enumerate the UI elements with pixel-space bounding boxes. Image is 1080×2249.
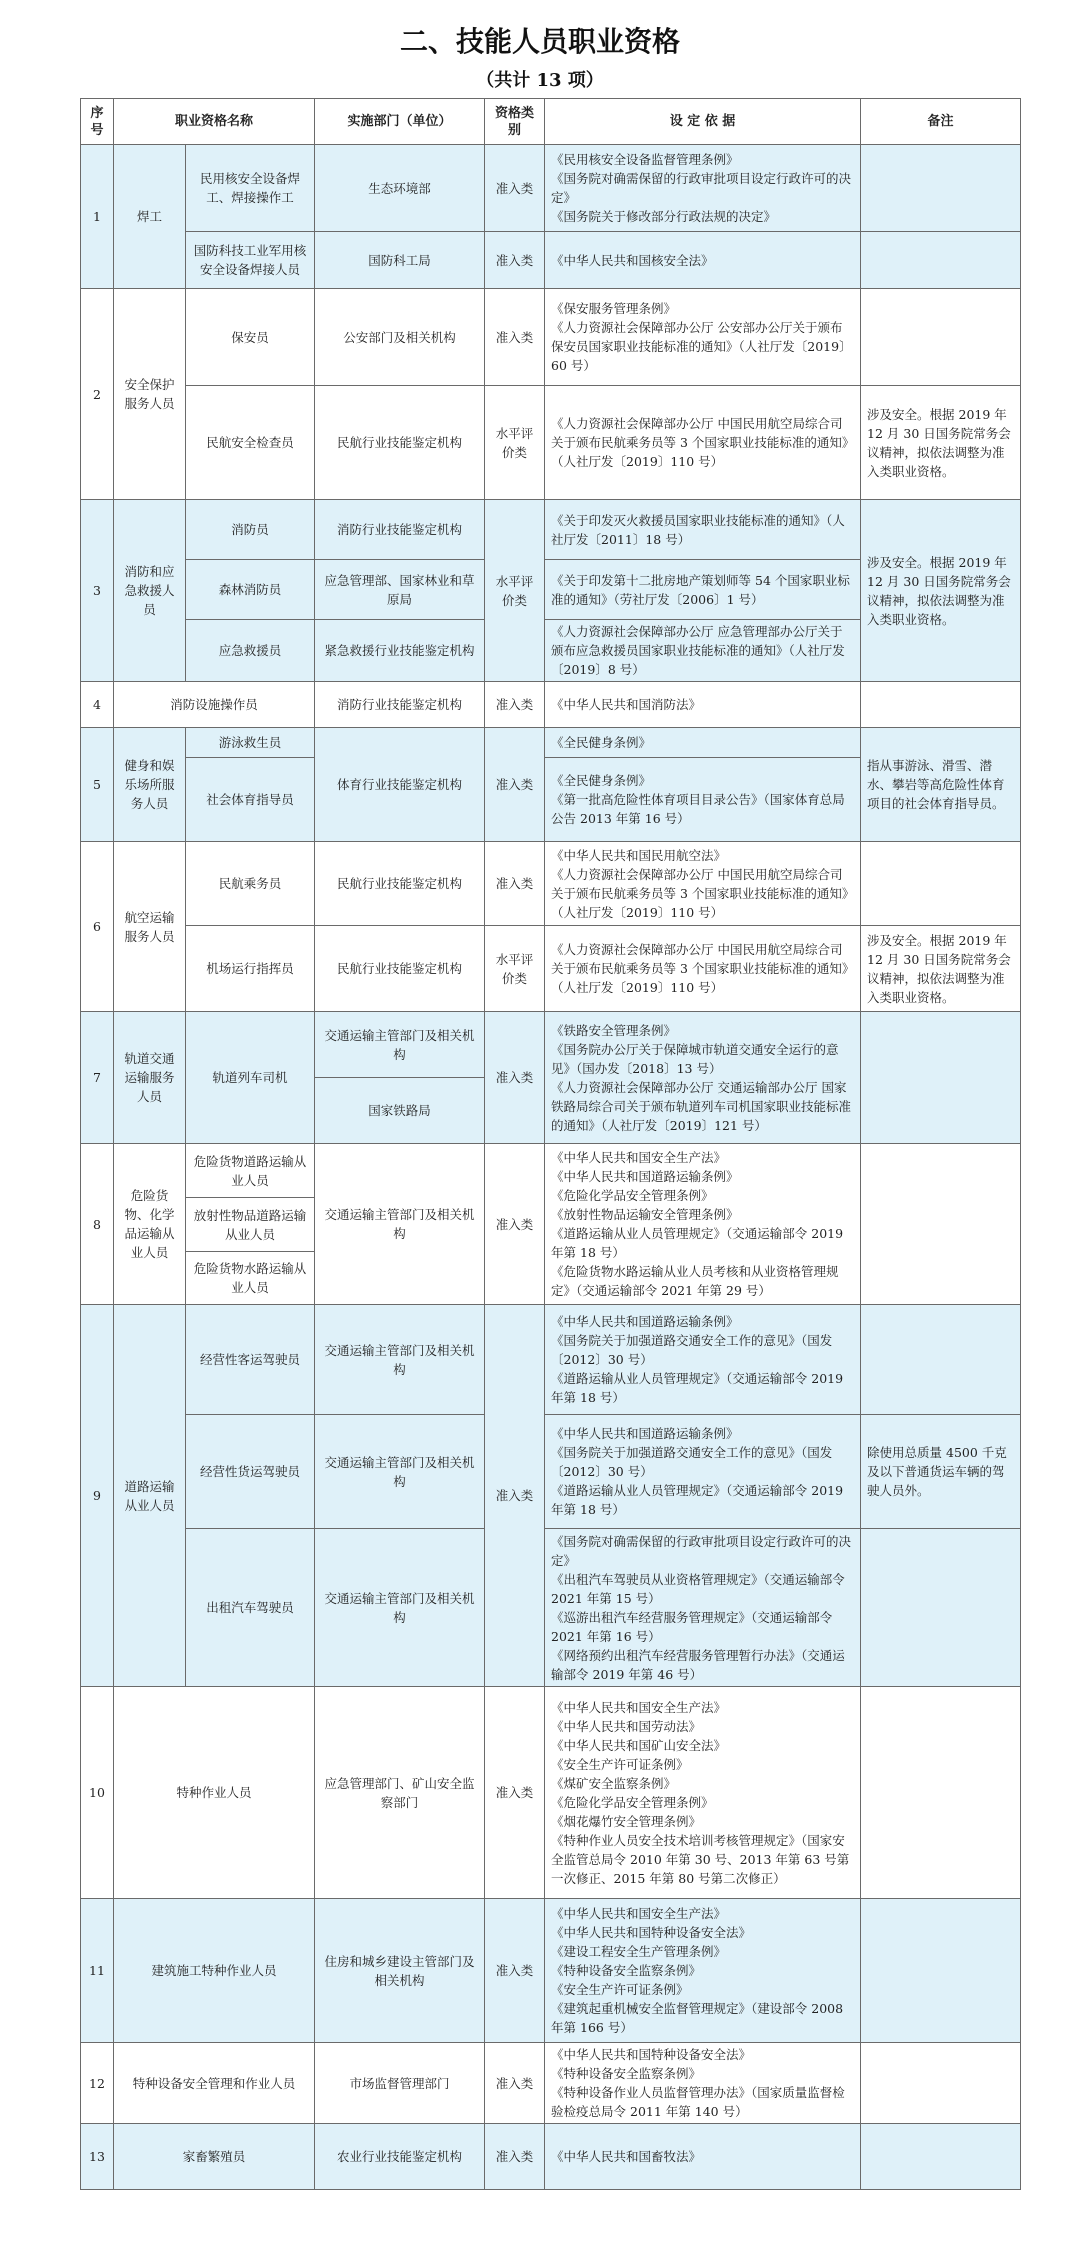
basis-item: 《国务院关于加强道路交通安全工作的意见》（国发〔2012〕30 号）: [551, 1333, 833, 1367]
row-dept: 消防行业技能鉴定机构: [315, 500, 485, 560]
row-sub-name: 国防科技工业军用核安全设备焊接人员: [186, 232, 315, 289]
row-basis: [545, 620, 861, 682]
row-group-name: 健身和娱乐场所服务人员: [114, 728, 186, 842]
row-seq: 4: [81, 682, 114, 728]
basis-item: 《国务院对确需保留的行政审批项目设定行政许可的决定》: [551, 171, 852, 205]
row-type: 准入类: [485, 728, 545, 842]
qualification-table: [80, 98, 1021, 2190]
row-note: [861, 1305, 1021, 1415]
row-note: [861, 682, 1021, 728]
basis-item: 《出租汽车驾驶员从业资格管理规定》（交通运输部令 2021 年第 15 号）: [551, 1571, 845, 1606]
basis-item: 《全民健身条例》: [551, 735, 652, 750]
row-note: [861, 1529, 1021, 1687]
row-seq: 3: [81, 500, 114, 682]
basis-item: 《关于印发灭火救援员国家职业技能标准的通知》（人社厅发〔2011〕18 号）: [551, 512, 845, 547]
row-type: 准入类: [485, 289, 545, 386]
basis-item: 《特种设备安全监察条例》: [551, 1963, 702, 1978]
row-sub-name: 保安员: [186, 289, 315, 386]
row-dept: 民航行业技能鉴定机构: [315, 842, 485, 926]
basis-item: 《中华人民共和国安全生产法》: [551, 1150, 727, 1165]
row-basis: [545, 500, 861, 560]
basis-item: 《烟花爆竹安全管理条例》: [551, 1813, 702, 1829]
row-basis: [545, 758, 861, 842]
row-group-name: 安全保护服务人员: [114, 289, 186, 500]
row-seq: 2: [81, 289, 114, 500]
table-row: [81, 1415, 1021, 1529]
basis-item: 《人力资源社会保障部办公厅 公安部办公厅关于颁布保安员国家职业技能标准的通知》（人社厅发〔2019〕60 号）: [551, 320, 852, 373]
row-sub-name: 应急救援员: [186, 620, 315, 682]
row-seq: 7: [81, 1012, 114, 1144]
row-type: 水平评价类: [485, 926, 545, 1012]
row-sub-name: 民航乘务员: [186, 842, 315, 926]
basis-item: 《人力资源社会保障部办公厅 中国民用航空局综合司关于颁布民航乘务员等 3 个国家职业技能标准的通知》（人社厅发〔2019〕110 号）: [551, 866, 849, 920]
row-dept: 交通运输主管部门及相关机构: [315, 1529, 485, 1687]
row-note: [861, 1144, 1021, 1305]
row-type: 准入类: [485, 682, 545, 728]
basis-item: 《网络预约出租汽车经营服务管理暂行办法》（交通运输部令 2019 年第 46 号）: [551, 1647, 845, 1682]
basis-item: 《危险化学品安全管理条例》: [551, 1188, 714, 1203]
basis-item: 《中华人民共和国民用航空法》: [551, 847, 727, 863]
row-seq: 8: [81, 1144, 114, 1305]
row-name: 建筑施工特种作业人员: [114, 1899, 315, 2043]
row-name: 特种作业人员: [114, 1687, 315, 1899]
basis-item: 《危险化学品安全管理条例》: [551, 1794, 714, 1810]
row-dept: 交通运输主管部门及相关机构: [315, 1415, 485, 1529]
row-sub-name: 森林消防员: [186, 560, 315, 620]
document-subtitle: （共计 13 项）: [476, 70, 604, 91]
row-note: [861, 2043, 1021, 2124]
row-seq: 6: [81, 842, 114, 1012]
row-dept: 国防科工局: [315, 232, 485, 289]
basis-item: 《国务院关于修改部分行政法规的决定》: [551, 209, 777, 224]
row-group-name: 航空运输服务人员: [114, 842, 186, 1012]
row-basis: [545, 1529, 861, 1687]
basis-item: 《中华人民共和国畜牧法》: [551, 2149, 702, 2164]
row-type: 准入类: [485, 1899, 545, 2043]
basis-item: 《建筑起重机械安全监督管理规定》（建设部令 2008 年第 166 号）: [551, 2001, 844, 2035]
basis-item: 《中华人民共和国道路运输条例》: [551, 1169, 739, 1184]
row-dept: 消防行业技能鉴定机构: [315, 682, 485, 728]
row-type: 准入类: [485, 1305, 545, 1687]
table-row: [81, 728, 1021, 758]
row-name: 消防设施操作员: [114, 682, 315, 728]
row-seq: 10: [81, 1687, 114, 1899]
basis-item: 《民用核安全设备监督管理条例》: [551, 152, 739, 167]
basis-item: 《巡游出租汽车经营服务管理规定》（交通运输部令 2021 年第 16 号）: [551, 1609, 833, 1644]
basis-item: 《国务院对确需保留的行政审批项目设定行政许可的决定》: [551, 1533, 852, 1568]
row-seq: 11: [81, 1899, 114, 2043]
row-sub-name: 民航安全检查员: [186, 386, 315, 500]
basis-item: 《中华人民共和国矿山安全法》: [551, 1737, 727, 1753]
basis-item: 《放射性物品运输安全管理条例》: [551, 1207, 739, 1222]
basis-item: 《人力资源社会保障部办公厅 应急管理部办公厅关于颁布应急救援员国家职业技能标准的通知》（人社厅发〔2019〕8 号）: [551, 624, 845, 677]
row-dept: 民航行业技能鉴定机构: [315, 926, 485, 1012]
basis-item: 《全民健身条例》: [551, 773, 652, 788]
basis-item: 《安全生产许可证条例》: [551, 1756, 689, 1772]
basis-item: 《中华人民共和国特种设备安全法》: [551, 2047, 752, 2062]
row-note: [861, 1012, 1021, 1144]
row-sub-name: 经营性货运驾驶员: [186, 1415, 315, 1529]
basis-item: 《人力资源社会保障部办公厅 中国民用航空局综合司关于颁布民航乘务员等 3 个国家职业技能标准的通知》（人社厅发〔2019〕110 号）: [551, 416, 849, 469]
row-type: 准入类: [485, 232, 545, 289]
table-row: [81, 1687, 1021, 1899]
row-basis: [545, 1415, 861, 1529]
basis-item: 《建设工程安全生产管理条例》: [551, 1944, 727, 1959]
row-note: 涉及安全。根据 2019 年 12 月 30 日国务院常务会议精神，拟依法调整为准入类职业资格。: [861, 500, 1021, 682]
header-row: [81, 99, 1021, 145]
basis-item: 《道路运输从业人员管理规定》（交通运输部令 2019 年第 18 号）: [551, 1371, 844, 1405]
row-note: [861, 842, 1021, 926]
basis-item: 《人力资源社会保障部办公厅 中国民用航空局综合司关于颁布民航乘务员等 3 个国家职业技能标准的通知》（人社厅发〔2019〕110 号）: [551, 942, 849, 995]
table-row: [81, 1305, 1021, 1415]
row-dept: 交通运输主管部门及相关机构: [315, 1305, 485, 1415]
row-type: 准入类: [485, 1012, 545, 1144]
row-note: [861, 2124, 1021, 2190]
basis-item: 《中华人民共和国道路运输条例》: [551, 1426, 739, 1441]
document-title: 二、技能人员职业资格: [399, 25, 680, 58]
row-basis: [545, 926, 861, 1012]
row-seq: 5: [81, 728, 114, 842]
basis-item: 《特种设备安全监察条例》: [551, 2066, 702, 2081]
row-basis: [545, 1687, 861, 1899]
table-row: [81, 1012, 1021, 1078]
basis-item: 《危险货物水路运输从业人员考核和从业资格管理规定》（交通运输部令 2021 年第 29 号）: [551, 1264, 839, 1298]
table-row: [81, 1144, 1021, 1198]
basis-item: 《道路运输从业人员管理规定》（交通运输部令 2019 年第 18 号）: [551, 1226, 844, 1260]
row-dept: 公安部门及相关机构: [315, 289, 485, 386]
row-sub-name: 经营性客运驾驶员: [186, 1305, 315, 1415]
row-type: 准入类: [485, 2124, 545, 2190]
table-row: [81, 682, 1021, 728]
basis-item: 《煤矿安全监察条例》: [551, 1775, 677, 1791]
row-dept: 农业行业技能鉴定机构: [315, 2124, 485, 2190]
basis-item: 《中华人民共和国特种设备安全法》: [551, 1925, 752, 1940]
row-note: [861, 232, 1021, 289]
row-basis: [545, 842, 861, 926]
row-basis: [545, 1012, 861, 1144]
header-seq: 序号: [81, 99, 114, 145]
row-group-name: 危险货物、化学品运输从业人员: [114, 1144, 186, 1305]
row-dept: 应急管理部门、矿山安全监察部门: [315, 1687, 485, 1899]
row-dept: 住房和城乡建设主管部门及相关机构: [315, 1899, 485, 2043]
table-row: [81, 386, 1021, 500]
basis-item: 《人力资源社会保障部办公厅 交通运输部办公厅 国家铁路局综合司关于颁布轨道列车司机国家职业技能标准的通知》（人社厅发〔2019〕121 号）: [551, 1079, 852, 1133]
basis-item: 《特种设备作业人员监督管理办法》（国家质量监督检验检疫总局令 2011 年第 140 号）: [551, 2085, 845, 2119]
table-row: [81, 2124, 1021, 2190]
row-note: 涉及安全。根据 2019 年 12 月 30 日国务院常务会议精神，拟依法调整为准入类职业资格。: [861, 926, 1021, 1012]
basis-item: 《国务院关于加强道路交通安全工作的意见》（国发〔2012〕30 号）: [551, 1445, 833, 1479]
row-name: 特种设备安全管理和作业人员: [114, 2043, 315, 2124]
basis-item: 《铁路安全管理条例》: [551, 1022, 677, 1038]
row-group-name: 道路运输从业人员: [114, 1305, 186, 1687]
row-type: 准入类: [485, 842, 545, 926]
basis-item: 《中华人民共和国安全生产法》: [551, 1699, 727, 1715]
row-seq: 13: [81, 2124, 114, 2190]
row-basis: [545, 289, 861, 386]
row-type: 准入类: [485, 145, 545, 232]
row-sub-name: 危险货物水路运输从业人员: [186, 1252, 315, 1305]
row-basis: [545, 232, 861, 289]
row-dept: 民航行业技能鉴定机构: [315, 386, 485, 500]
table-row: [81, 289, 1021, 386]
header-name: 职业资格名称: [114, 99, 315, 145]
basis-item: 《中华人民共和国核安全法》: [551, 252, 714, 268]
row-note: 涉及安全。根据 2019 年 12 月 30 日国务院常务会议精神，拟依法调整为准入类职业资格。: [861, 386, 1021, 500]
row-basis: [545, 2043, 861, 2124]
basis-item: 《国务院办公厅关于保障城市轨道交通安全运行的意见》（国办发〔2018〕13 号）: [551, 1041, 839, 1076]
basis-item: 《保安服务管理条例》: [551, 301, 677, 316]
row-note: 指从事游泳、滑雪、潜水、攀岩等高危险性体育项目的社会体育指导员。: [861, 728, 1021, 842]
row-seq: 12: [81, 2043, 114, 2124]
basis-item: 《第一批高危险性体育项目目录公告》（国家体育总局公告 2013 年第 16 号）: [551, 792, 845, 826]
basis-item: 《关于印发第十二批房地产策划师等 54 个国家职业标准的通知》（劳社厅发〔2006〕1 号）: [551, 572, 850, 607]
row-basis: [545, 145, 861, 232]
row-type: 水平评价类: [485, 500, 545, 682]
row-group-name: 消防和应急救援人员: [114, 500, 186, 682]
row-dept: 交通运输主管部门及相关机构: [315, 1012, 485, 1078]
header-note: 备注: [861, 99, 1021, 145]
row-note: [861, 1899, 1021, 2043]
row-type: 准入类: [485, 2043, 545, 2124]
row-basis: [545, 728, 861, 758]
row-name: 家畜繁殖员: [114, 2124, 315, 2190]
table-row: [81, 500, 1021, 560]
table-row: [81, 2043, 1021, 2124]
row-basis: [545, 386, 861, 500]
row-note: [861, 145, 1021, 232]
row-group-name: 轨道交通运输服务人员: [114, 1012, 186, 1144]
row-sub-name: 游泳救生员: [186, 728, 315, 758]
table-row: [81, 926, 1021, 1012]
row-basis: [545, 560, 861, 620]
basis-item: 《特种作业人员安全技术培训考核管理规定》（国家安全监管总局令 2010 年第 30 号、2013 年第 63 号第一次修正、2015 年第 80 号第二次修正）: [551, 1832, 850, 1886]
row-basis: [545, 2124, 861, 2190]
row-sub-name: 民用核安全设备焊工、焊接操作工: [186, 145, 315, 232]
basis-item: 《中华人民共和国劳动法》: [551, 1718, 702, 1734]
row-sub-name: 社会体育指导员: [186, 758, 315, 842]
header-dept: 实施部门（单位）: [315, 99, 485, 145]
row-dept: 国家铁路局: [315, 1078, 485, 1144]
row-sub-name: 消防员: [186, 500, 315, 560]
row-basis: [545, 1899, 861, 2043]
row-sub-name: 放射性物品道路运输从业人员: [186, 1198, 315, 1252]
row-dept: 体育行业技能鉴定机构: [315, 728, 485, 842]
table-row: [81, 1899, 1021, 2043]
row-sub-name: 轨道列车司机: [186, 1012, 315, 1144]
row-dept: 紧急救援行业技能鉴定机构: [315, 620, 485, 682]
table-row: [81, 842, 1021, 926]
row-note: [861, 1687, 1021, 1899]
row-seq: 9: [81, 1305, 114, 1687]
basis-item: 《中华人民共和国消防法》: [551, 697, 702, 712]
row-sub-name: 危险货物道路运输从业人员: [186, 1144, 315, 1198]
row-note: 除使用总质量 4500 千克及以下普通货运车辆的驾驶人员外。: [861, 1415, 1021, 1529]
table-row: [81, 145, 1021, 232]
table-row: [81, 232, 1021, 289]
row-type: 准入类: [485, 1687, 545, 1899]
basis-item: 《道路运输从业人员管理规定》（交通运输部令 2019 年第 18 号）: [551, 1483, 844, 1517]
row-type: 准入类: [485, 1144, 545, 1305]
row-dept: 生态环境部: [315, 145, 485, 232]
row-dept: 交通运输主管部门及相关机构: [315, 1144, 485, 1305]
basis-item: 《安全生产许可证条例》: [551, 1982, 689, 1997]
row-basis: [545, 682, 861, 728]
row-basis: [545, 1305, 861, 1415]
row-dept: 市场监督管理部门: [315, 2043, 485, 2124]
row-sub-name: 出租汽车驾驶员: [186, 1529, 315, 1687]
row-sub-name: 机场运行指挥员: [186, 926, 315, 1012]
row-seq: 1: [81, 145, 114, 289]
header-type: 资格类别: [485, 99, 545, 145]
row-group-name: 焊工: [114, 145, 186, 289]
basis-item: 《中华人民共和国安全生产法》: [551, 1906, 727, 1921]
basis-item: 《中华人民共和国道路运输条例》: [551, 1314, 739, 1329]
table-row: [81, 1529, 1021, 1687]
row-type: 水平评价类: [485, 386, 545, 500]
row-dept: 应急管理部、国家林业和草原局: [315, 560, 485, 620]
row-note: [861, 289, 1021, 386]
row-basis: [545, 1144, 861, 1305]
header-basis: 设 定 依 据: [545, 99, 861, 145]
